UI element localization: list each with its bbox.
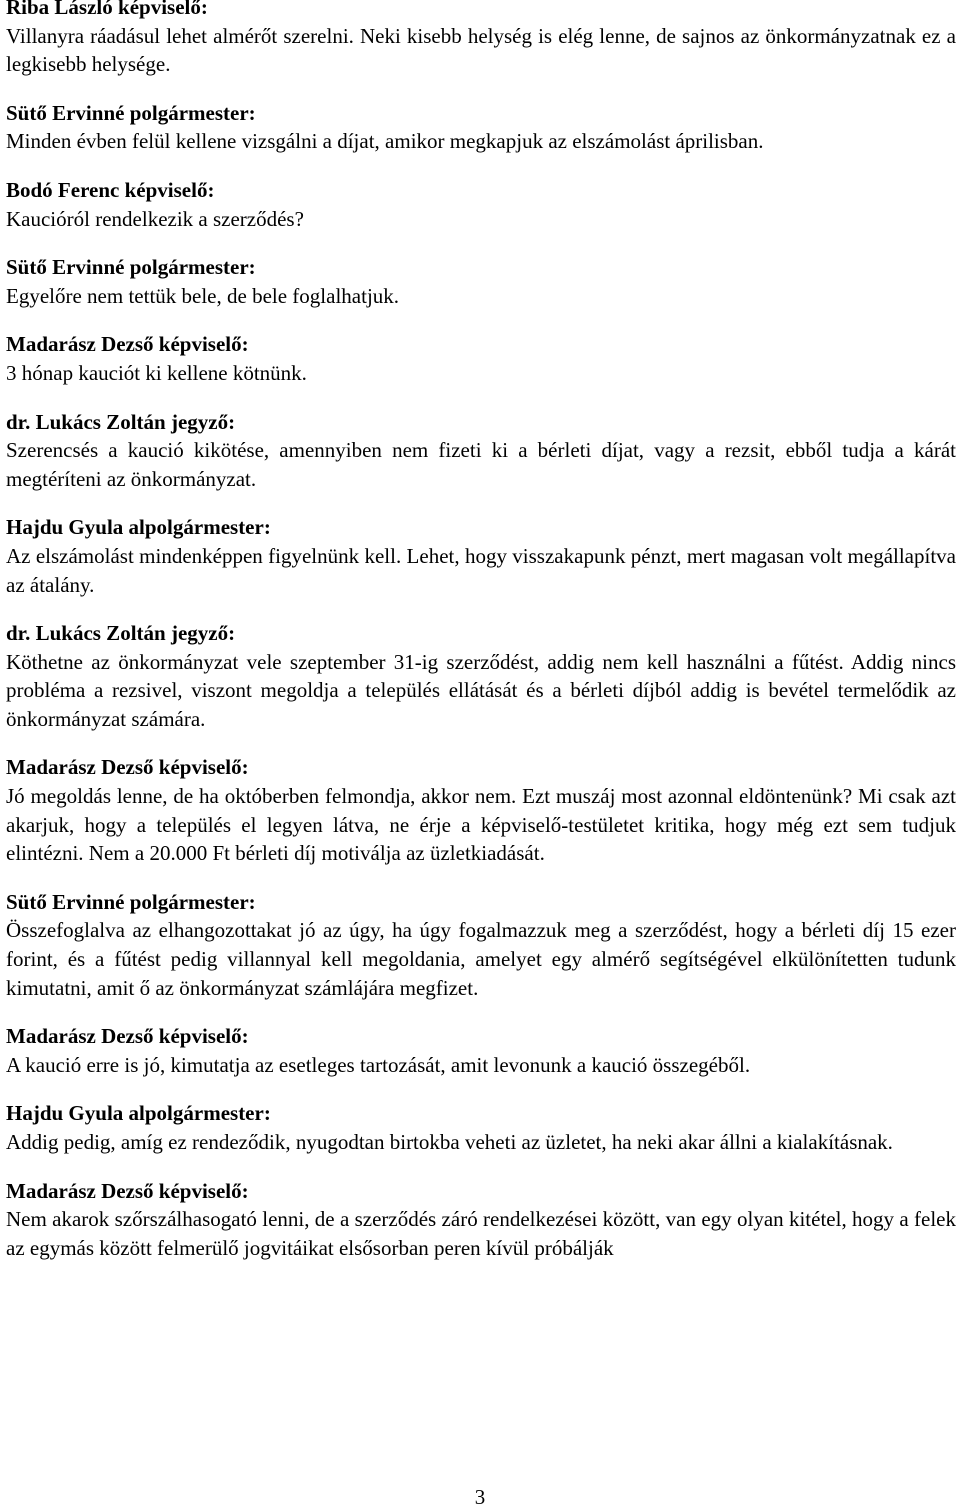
speech-text: Jó megoldás lenne, de ha októberben felmondja, akkor nem. Ezt muszáj most azonnal eldöntenünk? Mi csak azt akarjuk, hogy a település el legyen látva, ne érje a képviselő-testületet kritika, hogy még ezt sem tudjuk elintézni. Nem a 20.000 Ft bérleti díj motiválja az üzletkiadását. bbox=[6, 784, 956, 866]
speech-entry bbox=[6, 513, 956, 599]
speaker-name: Madarász Dezső képviselő: bbox=[6, 332, 249, 357]
speech-entry bbox=[6, 1022, 956, 1079]
speech-entry bbox=[6, 0, 956, 79]
speaker-name: Sütő Ervinné polgármester: bbox=[6, 255, 256, 280]
speaker-name: Bodó Ferenc képviselő: bbox=[6, 177, 215, 202]
speech-entry bbox=[6, 253, 956, 310]
speech-text: Nem akarok szőrszálhasogató lenni, de a szerződés záró rendelkezései között, van egy olyan kitétel, hogy a felek az egymás között felmerülő jogvitáikat elsősorban peren kívül próbálják bbox=[6, 1207, 956, 1260]
speech-text: Addig pedig, amíg ez rendeződik, nyugodtan birtokba veheti az üzletet, ha neki akar állni a kialakításnak. bbox=[6, 1130, 893, 1154]
document-page bbox=[6, 0, 956, 1282]
speech-entry bbox=[6, 1099, 956, 1156]
speech-entry bbox=[6, 408, 956, 494]
speech-text: Köthetne az önkormányzat vele szeptember 31-ig szerződést, addig nem kell használni a fűtést. Addig nincs probléma a rezsivel, viszont megoldja a település ellátását és a bérleti díjból addig is bevétel termelődik az önkormányzat számára. bbox=[6, 649, 956, 731]
speech-entry bbox=[6, 330, 956, 387]
speech-entry bbox=[6, 753, 956, 867]
speaker-name: Riba László képviselő: bbox=[6, 0, 208, 19]
speaker-name: Hajdu Gyula alpolgármester: bbox=[6, 515, 271, 540]
speaker-name: Madarász Dezső képviselő: bbox=[6, 1178, 249, 1203]
speaker-name: Hajdu Gyula alpolgármester: bbox=[6, 1101, 271, 1126]
speaker-name: Madarász Dezső képviselő: bbox=[6, 1024, 249, 1049]
speaker-name: Sütő Ervinné polgármester: bbox=[6, 889, 256, 914]
speech-text: Összefoglalva az elhangozottakat jó az úgy, ha úgy fogalmazzuk meg a szerződést, hogy a bérleti díj 15 ezer forint, és a fűtést pedig villannyal kell megoldania, amelyet egy almérő segítségével elkülönítetten tudunk kimutatni, amit ő az önkormányzat számlájára megfizet. bbox=[6, 918, 956, 1000]
speech-text: Egyelőre nem tettük bele, de bele foglalhatjuk. bbox=[6, 283, 400, 308]
page-number: 3 bbox=[474, 1485, 486, 1509]
speech-entry bbox=[6, 619, 956, 733]
speaker-name: Madarász Dezső képviselő: bbox=[6, 755, 249, 780]
speech-text: Minden évben felül kellene vizsgálni a díjat, amikor megkapjuk az elszámolást áprilisban. bbox=[6, 129, 764, 154]
speech-text: Kaucióról rendelkezik a szerződés? bbox=[6, 206, 304, 231]
speech-text: A kaució erre is jó, kimutatja az esetleges tartozását, amit levonunk a kaució összegéből. bbox=[6, 1052, 751, 1077]
speaker-name: dr. Lukács Zoltán jegyző: bbox=[6, 409, 236, 434]
speech-text: Az elszámolást mindenképpen figyelnünk kell. Lehet, hogy visszakapunk pénzt, mert magasan volt megállapítva az átalány. bbox=[6, 543, 956, 597]
speech-entry bbox=[6, 176, 956, 233]
speech-text: Villanyra ráadásul lehet almérőt szerelni. Neki kisebb helység is elég lenne, de sajnos az önkormányzatnak ez a legkisebb helysége. bbox=[6, 23, 956, 77]
speech-text: Szerencsés a kaució kikötése, amennyiben nem fizeti ki a bérleti díjat, vagy a rezsit, ebből tudja a kárát megtéríteni az önkormányzat. bbox=[6, 438, 956, 491]
speaker-name: dr. Lukács Zoltán jegyző: bbox=[6, 621, 236, 646]
speech-text: 3 hónap kauciót ki kellene kötnünk. bbox=[6, 360, 307, 385]
speaker-name: Sütő Ervinné polgármester: bbox=[6, 100, 256, 125]
speech-entry bbox=[6, 888, 956, 1002]
speech-entry bbox=[6, 1177, 956, 1263]
speech-entry bbox=[6, 99, 956, 156]
